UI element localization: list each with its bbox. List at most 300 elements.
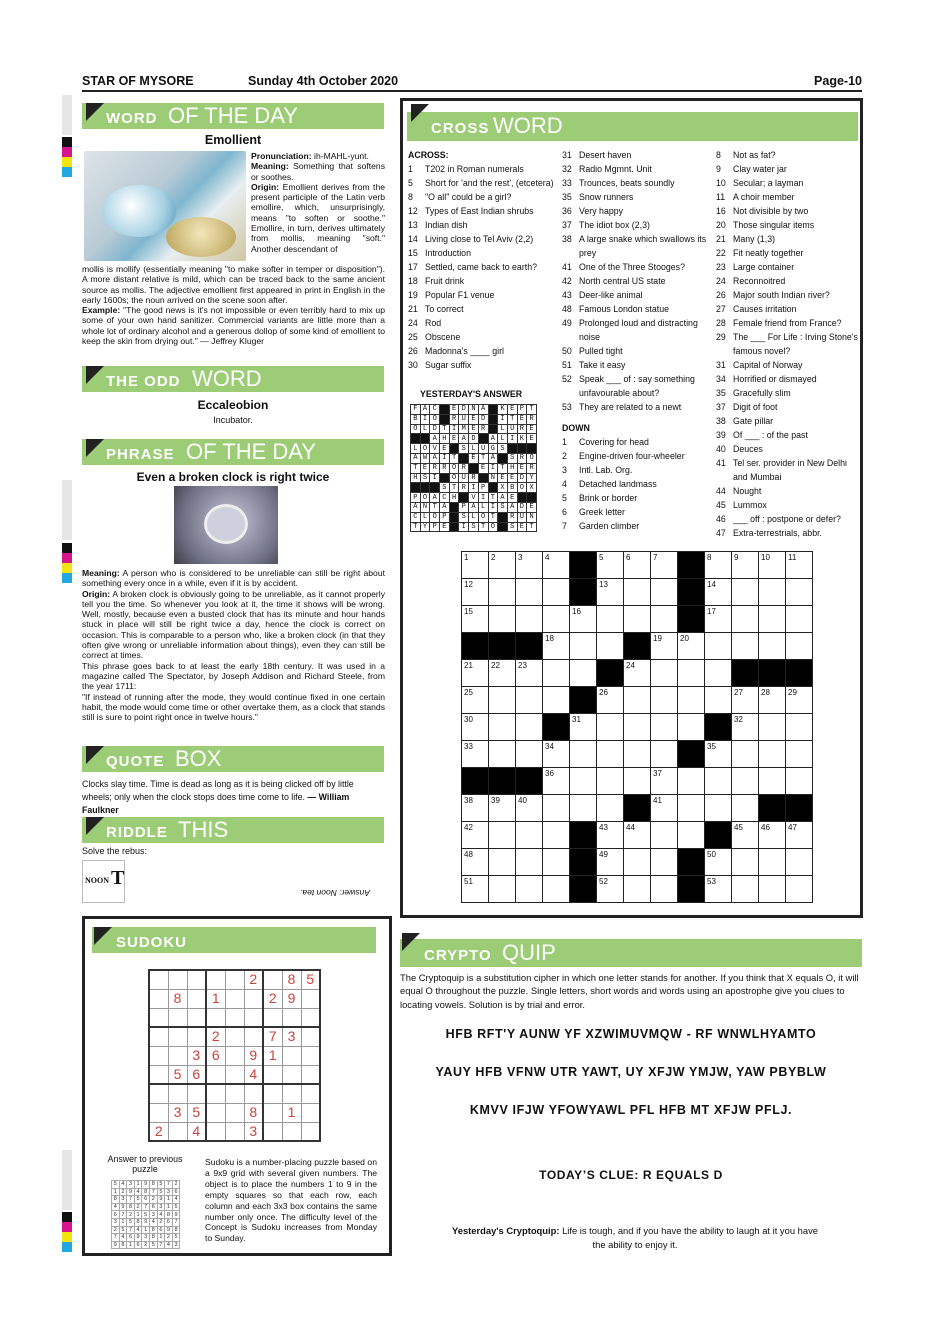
grid-cell[interactable]	[516, 606, 543, 633]
clue-item	[408, 176, 556, 190]
grid-cell[interactable]: 16	[570, 606, 597, 633]
grid-cell[interactable]	[570, 633, 597, 660]
black-cell	[570, 579, 597, 606]
sudoku-cell[interactable]	[168, 1027, 187, 1046]
grid-cell[interactable]: 25	[462, 687, 489, 714]
grid-cell[interactable]: 49	[597, 849, 624, 876]
sudoku-cell[interactable]	[187, 970, 206, 989]
sudoku-cell[interactable]	[282, 1008, 301, 1027]
clue-text: Digit of foot	[733, 402, 778, 412]
grid-cell[interactable]: 18	[543, 633, 570, 660]
grid-cell[interactable]: 34	[543, 741, 570, 768]
grid-cell[interactable]	[759, 876, 786, 903]
grid-cell[interactable]	[705, 768, 732, 795]
grid-cell[interactable]	[786, 579, 813, 606]
sudoku-cell[interactable]	[149, 1008, 168, 1027]
grid-cell[interactable]: 48	[462, 849, 489, 876]
answer-cell: L	[420, 512, 430, 522]
clue-number: 15	[408, 248, 418, 258]
banner-title-small: PHRASE	[106, 446, 175, 463]
grid-cell[interactable]: 51	[462, 876, 489, 903]
grid-cell[interactable]	[597, 606, 624, 633]
answer-cell: 7	[157, 1241, 165, 1249]
grid-cell[interactable]: 12	[462, 579, 489, 606]
banner-title-large: BOX	[175, 746, 222, 771]
sudoku-cell[interactable]: 8	[168, 989, 187, 1008]
sudoku-cell[interactable]: 5	[168, 1065, 187, 1084]
black-cell	[732, 660, 759, 687]
corner-mark	[86, 439, 104, 457]
grid-cell[interactable]	[678, 687, 705, 714]
grid-cell[interactable]	[543, 795, 570, 822]
grid-cell[interactable]: 4	[543, 552, 570, 579]
clue-number: 22	[716, 248, 726, 258]
grid-cell[interactable]: 41	[651, 795, 678, 822]
grid-cell[interactable]	[624, 849, 651, 876]
answer-cell: 2	[142, 1241, 150, 1249]
corner-mark	[86, 103, 104, 121]
grid-cell[interactable]	[678, 768, 705, 795]
clue-text: Popular F1 venue	[425, 290, 495, 300]
sudoku-cell[interactable]: 2	[263, 989, 282, 1008]
clue-number: 1	[408, 164, 413, 174]
answer-cell: P	[517, 405, 527, 415]
sudoku-cell[interactable]: 8	[244, 1103, 263, 1122]
grid-cell[interactable]	[489, 741, 516, 768]
grid-cell[interactable]	[678, 795, 705, 822]
answer-cell: 8	[149, 1226, 157, 1234]
answer-cell: T	[449, 453, 459, 463]
grid-cell[interactable]: 5	[597, 552, 624, 579]
clue-text: Many (1,3)	[733, 234, 776, 244]
grid-cell[interactable]	[489, 822, 516, 849]
answer-cell: 1	[142, 1226, 150, 1234]
grid-cell[interactable]	[786, 876, 813, 903]
answer-cell: I	[449, 424, 459, 434]
sudoku-cell[interactable]	[225, 1084, 244, 1103]
grid-cell[interactable]	[732, 606, 759, 633]
sudoku-cell[interactable]	[301, 1008, 320, 1027]
clue-item	[562, 505, 712, 519]
grid-cell[interactable]	[651, 876, 678, 903]
sudoku-cell[interactable]: 6	[187, 1065, 206, 1084]
grid-cell[interactable]	[543, 876, 570, 903]
grid-cell[interactable]	[786, 606, 813, 633]
answer-cell: 9	[142, 1218, 150, 1226]
black-cell	[449, 522, 459, 532]
sudoku-cell[interactable]	[225, 1122, 244, 1141]
grid-cell[interactable]: 2	[489, 552, 516, 579]
grid-cell[interactable]	[678, 822, 705, 849]
grid-cell[interactable]: 6	[624, 552, 651, 579]
sudoku-cell[interactable]: 2	[206, 1027, 225, 1046]
grid-cell[interactable]: 35	[705, 741, 732, 768]
sudoku-cell[interactable]	[301, 1122, 320, 1141]
grid-cell[interactable]	[597, 741, 624, 768]
sudoku-cell[interactable]: 3	[187, 1046, 206, 1065]
grid-cell[interactable]	[732, 849, 759, 876]
grid-cell[interactable]	[651, 714, 678, 741]
grid-cell[interactable]: 27	[732, 687, 759, 714]
paper-name: STAR OF MYSORE	[82, 74, 194, 88]
sudoku-cell[interactable]: 3	[168, 1103, 187, 1122]
sudoku-cell[interactable]	[225, 1103, 244, 1122]
answer-cell: F	[411, 405, 421, 415]
sudoku-cell[interactable]	[149, 970, 168, 989]
grid-cell[interactable]: 17	[705, 606, 732, 633]
clue-item	[562, 344, 712, 358]
grid-cell[interactable]: 20	[678, 633, 705, 660]
sudoku-cell[interactable]	[263, 1008, 282, 1027]
clue-item	[562, 232, 712, 260]
sudoku-cell[interactable]	[225, 1065, 244, 1084]
grid-cell[interactable]: 44	[624, 822, 651, 849]
grid-cell[interactable]	[597, 768, 624, 795]
sudoku-cell[interactable]	[282, 1065, 301, 1084]
grid-cell[interactable]	[516, 741, 543, 768]
sudoku-cell[interactable]	[263, 1084, 282, 1103]
sudoku-cell[interactable]: 4	[187, 1122, 206, 1141]
grid-cell[interactable]	[516, 876, 543, 903]
grid-cell[interactable]	[759, 606, 786, 633]
answer-cell: A	[507, 502, 517, 512]
sudoku-cell[interactable]	[206, 970, 225, 989]
clue-number: 24	[408, 318, 418, 328]
black-cell	[478, 434, 488, 444]
answer-cell: I	[440, 453, 450, 463]
grid-cell[interactable]	[570, 768, 597, 795]
answer-cell: E	[440, 522, 450, 532]
todays-clue: TODAY’S CLUE: R EQUALS D	[539, 1168, 723, 1182]
sudoku-cell[interactable]	[301, 1065, 320, 1084]
grid-cell[interactable]	[651, 579, 678, 606]
sudoku-cell[interactable]	[225, 1027, 244, 1046]
grid-cell[interactable]: 14	[705, 579, 732, 606]
sudoku-cell[interactable]	[301, 1103, 320, 1122]
grid-cell[interactable]	[759, 741, 786, 768]
sudoku-cell[interactable]	[206, 1084, 225, 1103]
grid-cell[interactable]: 9	[732, 552, 759, 579]
grid-cell[interactable]	[651, 822, 678, 849]
sudoku-cell[interactable]	[187, 1027, 206, 1046]
grid-cell[interactable]	[759, 633, 786, 660]
answer-cell: N	[527, 512, 537, 522]
sudoku-cell[interactable]	[187, 1084, 206, 1103]
sudoku-cell[interactable]	[187, 1008, 206, 1027]
grid-cell[interactable]: 47	[786, 822, 813, 849]
answer-cell: 8	[165, 1211, 173, 1219]
answer-cell: 1	[165, 1203, 173, 1211]
sudoku-cell[interactable]: 9	[282, 989, 301, 1008]
rebus-box	[82, 860, 125, 903]
sudoku-cell[interactable]	[206, 1065, 225, 1084]
grid-cell[interactable]: 11	[786, 552, 813, 579]
sudoku-cell[interactable]	[149, 1084, 168, 1103]
sudoku-cell[interactable]: 4	[244, 1065, 263, 1084]
odd-word-meaning: Incubator.	[213, 415, 253, 425]
grid-cell[interactable]: 32	[732, 714, 759, 741]
grid-cell[interactable]: 8	[705, 552, 732, 579]
grid-cell[interactable]	[786, 714, 813, 741]
sudoku-cell[interactable]: 1	[206, 989, 225, 1008]
grid-cell[interactable]	[543, 579, 570, 606]
grid-cell[interactable]: 31	[570, 714, 597, 741]
grid-cell[interactable]: 24	[624, 660, 651, 687]
sudoku-cell[interactable]	[301, 1027, 320, 1046]
answer-row	[411, 483, 537, 493]
clue-item	[562, 491, 712, 505]
sudoku-cell[interactable]	[263, 970, 282, 989]
grid-cell[interactable]: 7	[651, 552, 678, 579]
grid-cell[interactable]	[732, 795, 759, 822]
grid-cell[interactable]	[732, 633, 759, 660]
sudoku-cell[interactable]	[301, 989, 320, 1008]
sudoku-cell[interactable]	[225, 1046, 244, 1065]
answer-cell: 5	[157, 1188, 165, 1196]
clue-number: 18	[408, 276, 418, 286]
sudoku-cell[interactable]: 3	[282, 1027, 301, 1046]
grid-cell[interactable]	[624, 768, 651, 795]
grid-cell[interactable]: 23	[516, 660, 543, 687]
answer-cell: 9	[119, 1203, 127, 1211]
answer-cell: A	[430, 453, 440, 463]
grid-cell[interactable]	[786, 768, 813, 795]
grid-cell[interactable]: 15	[462, 606, 489, 633]
grid-cell[interactable]	[597, 633, 624, 660]
grid-cell[interactable]: 52	[597, 876, 624, 903]
grid-cell[interactable]	[786, 849, 813, 876]
grid-cell[interactable]: 38	[462, 795, 489, 822]
grid-cell[interactable]: 26	[597, 687, 624, 714]
grid-cell[interactable]	[732, 768, 759, 795]
sudoku-cell[interactable]	[168, 1084, 187, 1103]
grid-cell[interactable]: 30	[462, 714, 489, 741]
sudoku-cell[interactable]	[168, 1008, 187, 1027]
sudoku-cell[interactable]	[149, 989, 168, 1008]
sudoku-cell[interactable]	[301, 1046, 320, 1065]
grid-cell[interactable]	[489, 714, 516, 741]
grid-cell[interactable]	[759, 768, 786, 795]
sudoku-cell[interactable]	[244, 989, 263, 1008]
answer-cell: U	[478, 444, 488, 454]
grid-row	[462, 606, 813, 633]
clue-number: 44	[716, 486, 726, 496]
answer-row	[112, 1188, 180, 1196]
grid-cell[interactable]	[759, 714, 786, 741]
sudoku-cell[interactable]	[244, 1084, 263, 1103]
answer-cell: A	[430, 493, 440, 503]
grid-cell[interactable]	[705, 633, 732, 660]
grid-cell[interactable]	[516, 579, 543, 606]
black-cell	[488, 405, 498, 415]
grid-cell[interactable]	[543, 687, 570, 714]
answer-cell: C	[430, 405, 440, 415]
black-cell	[624, 633, 651, 660]
grid-cell[interactable]	[705, 687, 732, 714]
grid-cell[interactable]	[624, 579, 651, 606]
grid-cell[interactable]: 50	[705, 849, 732, 876]
grid-cell[interactable]: 53	[705, 876, 732, 903]
grid-cell[interactable]: 13	[597, 579, 624, 606]
grid-cell[interactable]: 22	[489, 660, 516, 687]
grid-cell[interactable]: 21	[462, 660, 489, 687]
grid-cell[interactable]: 42	[462, 822, 489, 849]
grid-cell[interactable]: 37	[651, 768, 678, 795]
clue-text: Radio Mgmnt. Unit	[579, 164, 652, 174]
corner-mark	[86, 817, 104, 835]
sudoku-cell[interactable]	[149, 1046, 168, 1065]
clue-text: Not divisible by two	[733, 206, 809, 216]
grid-cell[interactable]	[678, 714, 705, 741]
grid-cell[interactable]	[732, 741, 759, 768]
clue-number: 13	[408, 220, 418, 230]
sudoku-cell[interactable]	[206, 1103, 225, 1122]
answer-cell: X	[498, 483, 508, 493]
grid-cell[interactable]: 28	[759, 687, 786, 714]
grid-cell[interactable]	[543, 822, 570, 849]
clue-text: They are related to a newt	[579, 402, 682, 412]
grid-cell[interactable]	[786, 741, 813, 768]
grid-cell[interactable]	[624, 714, 651, 741]
grid-cell[interactable]	[489, 849, 516, 876]
grid-cell[interactable]: 45	[732, 822, 759, 849]
grid-cell[interactable]	[705, 660, 732, 687]
sudoku-cell[interactable]	[225, 970, 244, 989]
sudoku-cell[interactable]: 8	[282, 970, 301, 989]
cream-jar-photo	[84, 151, 246, 261]
grid-cell[interactable]	[732, 876, 759, 903]
sudoku-cell[interactable]	[149, 1103, 168, 1122]
sudoku-cell[interactable]	[168, 970, 187, 989]
grid-cell[interactable]	[516, 714, 543, 741]
grid-cell[interactable]	[624, 876, 651, 903]
sudoku-cell[interactable]	[263, 1122, 282, 1141]
clue-number: 24	[716, 276, 726, 286]
grid-cell[interactable]	[543, 660, 570, 687]
sudoku-cell[interactable]	[168, 1046, 187, 1065]
sudoku-cell[interactable]	[149, 1027, 168, 1046]
grid-cell[interactable]: 19	[651, 633, 678, 660]
grid-cell[interactable]	[543, 606, 570, 633]
grid-cell[interactable]: 40	[516, 795, 543, 822]
answer-cell: 7	[127, 1226, 135, 1234]
grid-cell[interactable]	[570, 741, 597, 768]
grid-cell[interactable]	[651, 687, 678, 714]
sudoku-cell[interactable]	[263, 1065, 282, 1084]
sudoku-cell[interactable]	[282, 1122, 301, 1141]
grid-cell[interactable]: 29	[786, 687, 813, 714]
sudoku-cell[interactable]	[225, 1008, 244, 1027]
grid-cell[interactable]	[516, 822, 543, 849]
grid-cell[interactable]	[786, 633, 813, 660]
sudoku-cell[interactable]: 1	[282, 1103, 301, 1122]
clue-text: Greek letter	[579, 507, 625, 517]
sudoku-cell[interactable]	[187, 989, 206, 1008]
grid-cell[interactable]	[651, 660, 678, 687]
black-cell	[516, 633, 543, 660]
grid-cell[interactable]	[624, 687, 651, 714]
grid-cell[interactable]	[597, 795, 624, 822]
grid-cell[interactable]	[651, 849, 678, 876]
sudoku-cell[interactable]	[282, 1046, 301, 1065]
grid-cell[interactable]: 10	[759, 552, 786, 579]
answer-cell: 9	[157, 1196, 165, 1204]
sudoku-cell[interactable]	[244, 1027, 263, 1046]
grid-cell[interactable]	[678, 660, 705, 687]
sudoku-cell[interactable]: 9	[244, 1046, 263, 1065]
sudoku-row	[149, 1065, 320, 1084]
sudoku-cell[interactable]	[168, 1122, 187, 1141]
sudoku-cell[interactable]	[206, 1122, 225, 1141]
grid-cell[interactable]	[624, 741, 651, 768]
sudoku-cell[interactable]	[244, 1008, 263, 1027]
grid-cell[interactable]	[651, 606, 678, 633]
grid-cell[interactable]	[570, 660, 597, 687]
sudoku-cell[interactable]	[149, 1065, 168, 1084]
grid-cell[interactable]	[705, 795, 732, 822]
grid-cell[interactable]: 33	[462, 741, 489, 768]
grid-cell[interactable]	[543, 849, 570, 876]
grid-row	[462, 552, 813, 579]
sudoku-cell[interactable]: 6	[206, 1046, 225, 1065]
clue-item	[408, 344, 556, 358]
grid-cell[interactable]	[489, 579, 516, 606]
sudoku-cell[interactable]: 3	[244, 1122, 263, 1141]
black-cell	[527, 493, 537, 503]
sudoku-cell[interactable]	[225, 989, 244, 1008]
grid-cell[interactable]: 46	[759, 822, 786, 849]
grid-cell[interactable]	[651, 741, 678, 768]
grid-row	[462, 822, 813, 849]
grid-cell[interactable]	[759, 849, 786, 876]
label: Pronunciation:	[251, 151, 312, 161]
grid-cell[interactable]	[732, 579, 759, 606]
grid-cell[interactable]	[597, 714, 624, 741]
sudoku-cell[interactable]	[301, 1084, 320, 1103]
clue-text: Living close to Tel Aviv (2,2)	[425, 234, 534, 244]
grid-cell[interactable]: 3	[516, 552, 543, 579]
grid-cell[interactable]	[516, 687, 543, 714]
sudoku-cell[interactable]: 5	[187, 1103, 206, 1122]
sudoku-cell[interactable]: 7	[263, 1027, 282, 1046]
black-cell	[440, 414, 450, 424]
grid-cell[interactable]	[489, 876, 516, 903]
answer-cell: Y	[527, 473, 537, 483]
sudoku-cell[interactable]	[263, 1103, 282, 1122]
answer-cell: 8	[112, 1196, 120, 1204]
grid-cell[interactable]: 1	[462, 552, 489, 579]
sudoku-cell[interactable]	[282, 1084, 301, 1103]
sudoku-cell[interactable]: 2	[244, 970, 263, 989]
grid-cell[interactable]	[489, 687, 516, 714]
answer-cell: O	[420, 493, 430, 503]
grid-cell[interactable]	[759, 579, 786, 606]
grid-cell[interactable]	[516, 849, 543, 876]
answer-cell: T	[488, 493, 498, 503]
sudoku-cell[interactable]: 2	[149, 1122, 168, 1141]
grid-cell[interactable]	[489, 606, 516, 633]
grid-cell[interactable]	[624, 606, 651, 633]
rebus-letter: T	[111, 867, 125, 889]
grid-cell[interactable]: 39	[489, 795, 516, 822]
clue-number: 29	[716, 332, 726, 342]
grid-cell[interactable]: 43	[597, 822, 624, 849]
sudoku-cell[interactable]: 1	[263, 1046, 282, 1065]
grid-cell[interactable]	[570, 795, 597, 822]
sudoku-cell[interactable]: 5	[301, 970, 320, 989]
grid-cell[interactable]: 36	[543, 768, 570, 795]
sudoku-cell[interactable]	[206, 1008, 225, 1027]
